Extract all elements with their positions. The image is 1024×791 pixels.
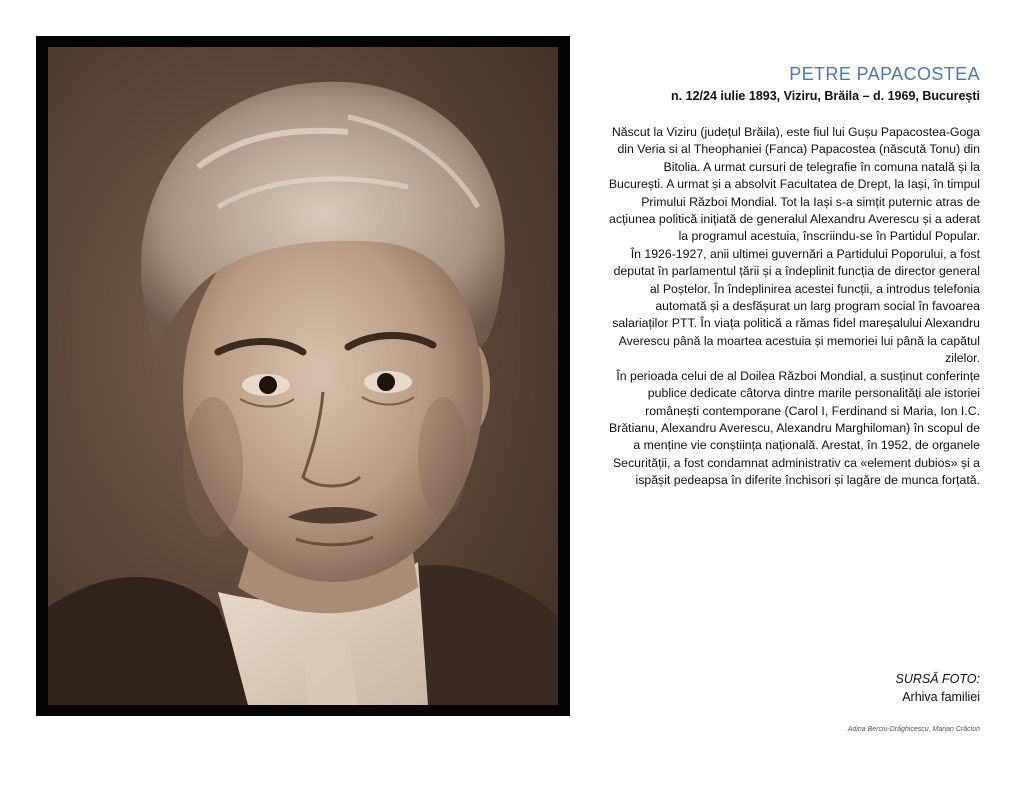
portrait-photo [48,47,558,705]
photo-credit-value: Arhiva familiei [902,690,980,704]
biography-paragraph: Născut la Viziru (județul Brăila), este fiul lui Gușu Papacostea-Goga din Veria si al Theophaniei (Fanca) Papacostea (născută Tonu) din Bitolia. A urmat cursuri de telegrafie în comuna natală și la București. A urmat și a absolvit Facultatea de Drept, la Iași, în timpul Primului Război Mondial. Tot la Iași s-a simțit puternic atras de acțiunea politică inițiată de generalul Alexandru Averescu și a aderat la programul acestuia, înscriindu-se în Partidul Popular. [608,125,980,244]
biography [608,124,980,490]
portrait-image [48,47,558,705]
biography-paragraph: În perioada celui de al Doilea Război Mondial, a susținut conferințe publice dedicate câtorva dintre marile personalități ale istoriei românești contemporane (Carol I, Ferdinand si Maria, Ion I.C. Brătianu, Alexandru Averescu, Alexandru Marghiloman) în scopul de a menține vie conștiința națională. Arestat, în 1952, de organele Securității, a fost condamnat administrativ ca «element dubios» și a ispășit pedeapsa în diferite închisori și lagăre de munca forțată. [609,368,980,488]
lifespan-line: n. 12/24 iulie 1893, Viziru, Brăila – d. 1969, București [671,89,980,103]
biography-paragraph: În 1926-1927, anii ultimei guvernări a Partidului Poporului, a fost deputat în parlamentul țării și a îndeplinit funcția de director general al Poștelor. În îndeplinirea acestei funcții, a introdus telefonia automată și a desfășurat un larg program social în favoarea salariaților PTT. În viața politică a rămas fidel mareșalului Alexandru Averescu până la moartea acestuia și memoriei lui până la capătul zilelor. [612,246,980,366]
photo-credit-label: SURSĂ FOTO: [895,672,980,686]
authors-footer: Adina Berciu-Drăghicescu, Marian Crăciun [847,726,980,733]
person-name: PETRE PAPACOSTEA [789,64,980,84]
portrait-frame [36,36,570,716]
